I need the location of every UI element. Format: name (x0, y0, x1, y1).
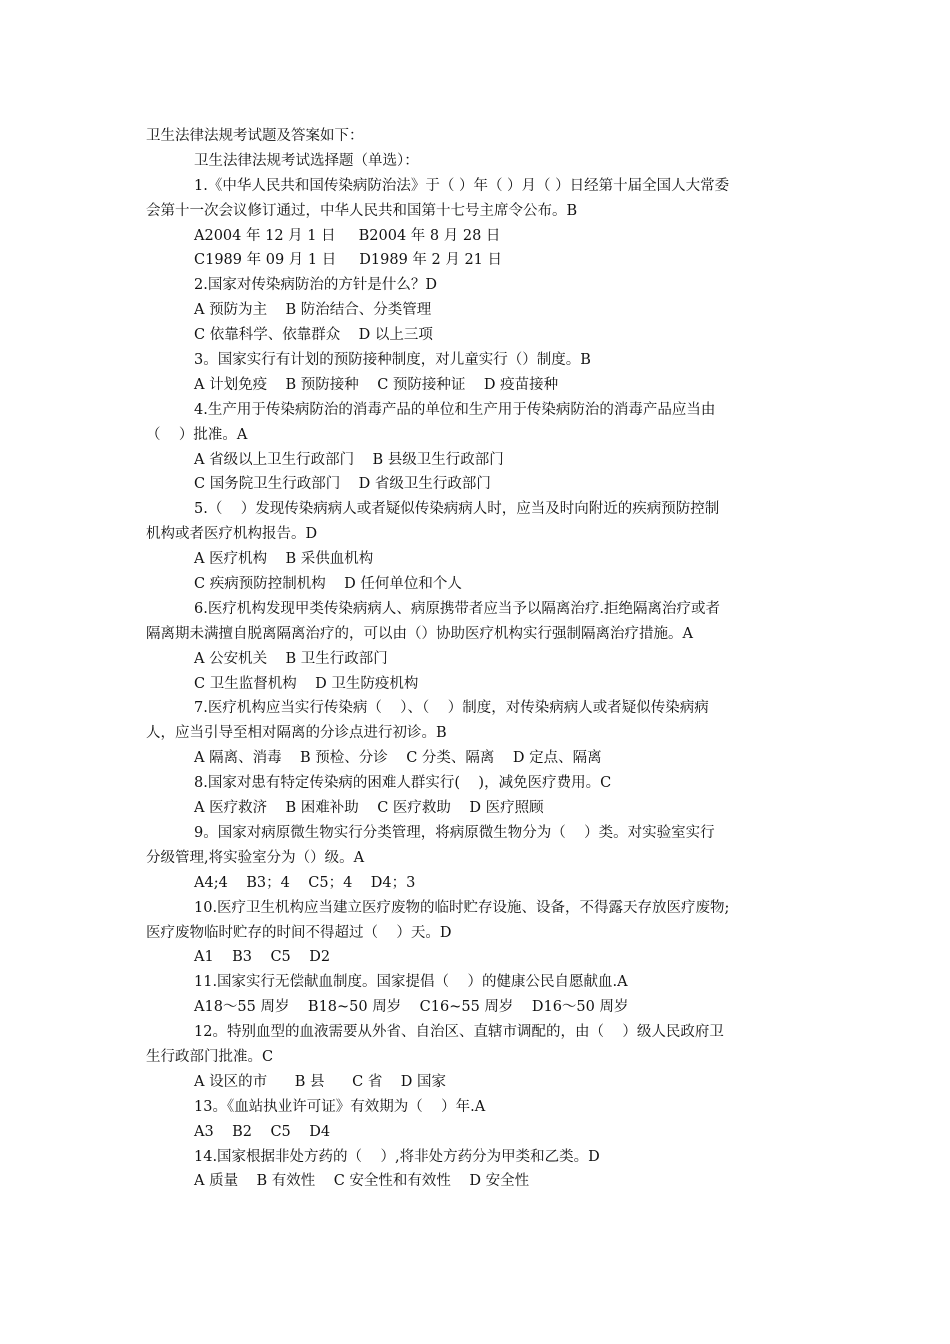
text-line: 13。《血站执业许可证》有效期为（ ）年.A (194, 1098, 486, 1115)
text-line: A 隔离、消毒 B 预检、分诊 C 分类、隔离 D 定点、隔离 (194, 750, 602, 767)
text-line: 人，应当引导至相对隔离的分诊点进行初诊。B (146, 725, 447, 742)
text-line: A 医疗机构 B 采供血机构 (194, 551, 374, 568)
text-line: 9。国家对病原微生物实行分类管理，将病原微生物分为（ ）类。对实验室实行 (194, 824, 715, 841)
text-line: 12。特别血型的血液需要从外省、自治区、直辖市调配的，由（ ）级人民政府卫 (194, 1024, 724, 1041)
text-line: A 公安机关 B 卫生行政部门 (194, 650, 388, 667)
text-line: 7.医疗机构应当实行传染病（ ）、（ ）制度，对传染病病人或者疑似传染病病 (194, 700, 709, 717)
text-line: C 国务院卫生行政部门 D 省级卫生行政部门 (194, 476, 491, 493)
text-line: A18～55 周岁 B18~50 周岁 C16~55 周岁 D16～50 周岁 (194, 999, 629, 1016)
text-line: 8.国家对患有特定传染病的困难人群实行( )，减免医疗费用。C (194, 775, 612, 792)
text-line: A 医疗救济 B 困难补助 C 医疗救助 D 医疗照顾 (194, 800, 544, 817)
text-line: A 计划免疫 B 预防接种 C 预防接种证 D 疫苗接种 (194, 376, 559, 393)
text-line: （ ）批准。A (146, 426, 248, 443)
text-line: 卫生法律法规考试题及答案如下： (146, 128, 364, 144)
text-line: C 依靠科学、依靠群众 D 以上三项 (194, 327, 433, 344)
text-line: 3。国家实行有计划的预防接种制度，对儿童实行（）制度。B (194, 352, 591, 369)
text-line: 4.生产用于传染病防治的消毒产品的单位和生产用于传染病防治的消毒产品应当由 (194, 401, 716, 418)
text-line: A2004 年 12 月 1 日 B2004 年 8 月 28 日 (194, 227, 501, 244)
text-line: A4;4 B3；4 C5；4 D4；3 (194, 874, 416, 891)
text-line: 卫生法律法规考试选择题（单选）： (194, 152, 419, 169)
text-line: A 预防为主 B 防治结合、分类管理 (194, 302, 432, 319)
text-line: 分级管理,将实验室分为（）级。A (146, 849, 365, 866)
text-line: 6.医疗机构发现甲类传染病病人、病原携带者应当予以隔离治疗.拒绝隔离治疗或者 (194, 600, 720, 617)
text-line: A 设区的市 B 县 C 省 D 国家 (194, 1073, 447, 1090)
text-line: 隔离期未满擅自脱离隔离治疗的，可以由（）协助医疗机构实行强制隔离治疗措施。A (146, 625, 693, 642)
text-line: 14.国家根据非处方药的（ ）,将非处方药分为甲类和乙类。D (194, 1148, 600, 1165)
text-line: 10.医疗卫生机构应当建立医疗废物的临时贮存设施、设备，不得露天存放医疗废物; (194, 899, 730, 916)
text-line: A 省级以上卫生行政部门 B 县级卫生行政部门 (194, 451, 504, 468)
text-line: C 卫生监督机构 D 卫生防疫机构 (194, 675, 419, 692)
text-line: 医疗废物临时贮存的时间不得超过（ ）天。D (146, 924, 452, 941)
text-line: 11.国家实行无偿献血制度。国家提倡（ ）的健康公民自愿献血.A (194, 974, 628, 991)
text-line: 机构或者医疗机构报告。D (146, 526, 318, 543)
text-line: A3 B2 C5 D4 (194, 1123, 331, 1140)
text-line: 5.（ ）发现传染病病人或者疑似传染病病人时，应当及时向附近的疾病预防控制 (194, 501, 720, 518)
text-line: A 质量 B 有效性 C 安全性和有效性 D 安全性 (194, 1173, 530, 1190)
text-line: 1.《中华人民共和国传染病防治法》于（ ）年（ ）月（ ）日经第十届全国人大常委 (194, 177, 730, 194)
text-line: 会第十一次会议修订通过，中华人民共和国第十七号主席令公布。B (146, 202, 578, 219)
text-line: A1 B3 C5 D2 (194, 949, 331, 966)
text-line: C 疾病预防控制机构 D 任何单位和个人 (194, 576, 462, 593)
text-line: 2.国家对传染病防治的方针是什么？D (194, 277, 437, 294)
text-line: C1989 年 09 月 1 日 D1989 年 2 月 21 日 (194, 252, 503, 269)
text-line: 生行政部门批准。C (146, 1048, 274, 1065)
document-body (146, 124, 811, 1194)
